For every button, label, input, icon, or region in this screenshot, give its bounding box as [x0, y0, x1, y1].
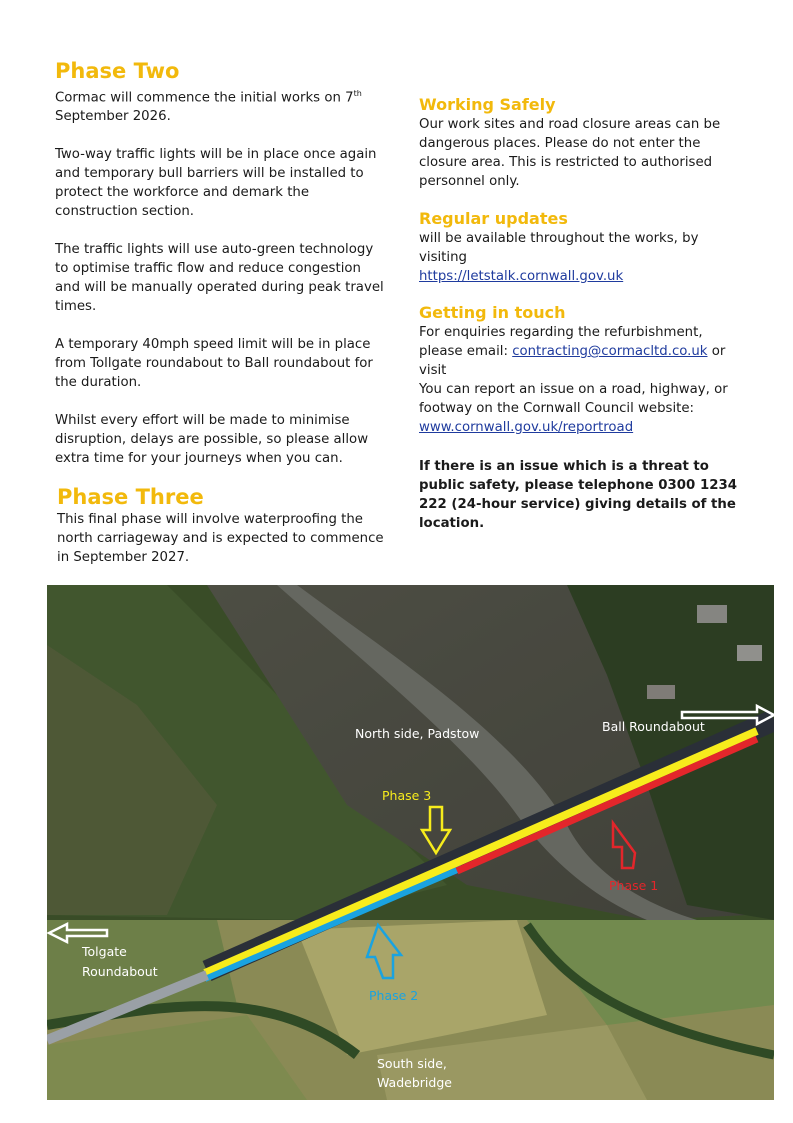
letstalk-link[interactable]: https://letstalk.cornwall.gov.uk	[419, 269, 624, 284]
reportroad-link[interactable]: www.cornwall.gov.uk/reportroad	[419, 420, 634, 435]
left-column	[55, 58, 385, 468]
getting-in-touch-heading: Getting in touch	[419, 303, 566, 322]
label-south-1: South side,	[377, 1056, 447, 1071]
label-ball: Ball Roundabout	[602, 719, 705, 734]
phase-two-para-1	[55, 84, 385, 126]
phase-two-para-4: A temporary 40mph speed limit will be in place from Tollgate roundabout to Ball roundabout for the duration.	[55, 337, 373, 391]
phase-two-para-5: Whilst every effort will be made to minimise disruption, delays are possible, so please allow extra time for your journeys when you can.	[55, 413, 369, 467]
emergency-notice: If there is an issue which is a threat to public safety, please telephone 0300 1234 222 (24-hour service) giving details of the location.	[419, 459, 737, 531]
right-column	[419, 95, 739, 533]
report-issue-para: You can report an issue on a road, highway, or footway on the Cornwall Council website:	[419, 382, 728, 416]
phase-three-para: This final phase will involve waterproofing the north carriageway and is expected to commence in September 2027.	[57, 512, 384, 565]
label-south-2: Wadebridge	[377, 1075, 452, 1090]
getting-in-touch-para	[419, 323, 739, 380]
phase-two-heading: Phase Two	[55, 59, 180, 83]
phase-two-para-1-text: Cormac will commence the initial works on 7	[55, 90, 354, 106]
label-phase2: Phase 2	[369, 988, 419, 1003]
label-phase3: Phase 3	[382, 788, 432, 803]
working-safely-para: Our work sites and road closure areas can be dangerous places. Please do not enter the closure area. This is restricted to authorised personnel only.	[419, 117, 721, 189]
getting-in-touch-visit: or visit	[419, 344, 726, 378]
getting-in-touch-text: For enquiries regarding the refurbishment, please email:	[419, 325, 703, 359]
working-safely-heading: Working Safely	[419, 95, 556, 114]
label-phase1: Phase 1	[609, 878, 659, 893]
phase-two-para-3: The traffic lights will use auto-green technology to optimise traffic flow and reduce congestion and will be manually operated during peak travel times.	[55, 242, 384, 315]
aerial-map-svg	[47, 585, 774, 1100]
phase-three-heading: Phase Three	[57, 485, 204, 509]
email-link[interactable]: contracting@cormacltd.co.uk	[512, 344, 708, 359]
label-tolgate-2: Roundabout	[82, 964, 158, 979]
phase-two-para-1-sup: th	[353, 89, 362, 98]
phase-three-section	[57, 484, 387, 567]
regular-updates-para: will be available throughout the works, by visiting	[419, 231, 699, 265]
aerial-map	[47, 585, 774, 1100]
label-tolgate-1: Tolgate	[82, 944, 127, 959]
phase-two-para-1-date: September 2026.	[55, 109, 171, 125]
label-north: North side, Padstow	[355, 726, 480, 741]
phase-two-para-2: Two-way traffic lights will be in place once again and temporary bull barriers will be installed to protect the workforce and demark the construction section.	[55, 147, 377, 220]
regular-updates-heading: Regular updates	[419, 209, 568, 228]
